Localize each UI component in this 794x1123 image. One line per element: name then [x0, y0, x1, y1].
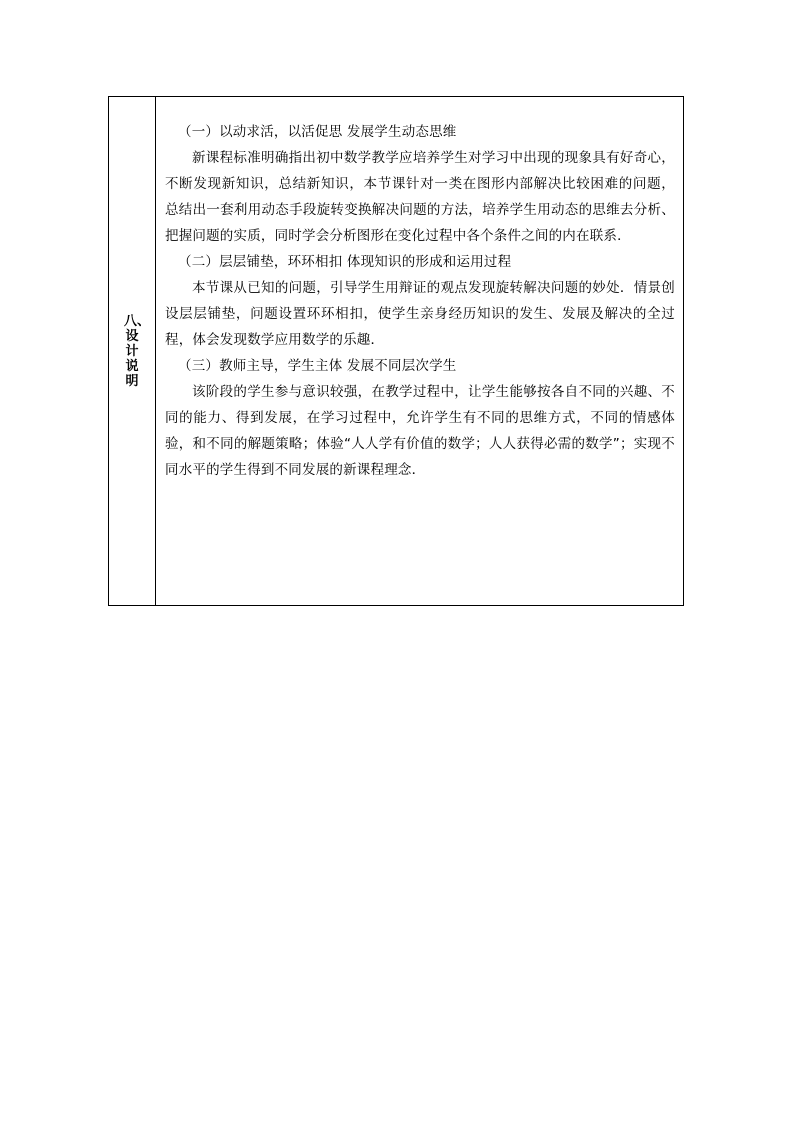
paragraph-1: 新课程标准明确指出初中数学教学应培养学生对学习中出现的现象具有好奇心，不断发现新知识，总结新知识，本节课针对一类在图形内部解决比较困难的问题， 总结出一套利用动态手段旋转变换解决问题的方法，培养学生用动态的思维去分析、把握问题的实质，同时学会分析图形在变化过程中各个条件之间的内在联系． — [165, 150, 675, 244]
section-label: 八、设计说明 — [124, 313, 151, 389]
heading-2: （二）层层铺垫，环环相扣 体现知识的形成和运用过程 — [178, 254, 512, 270]
heading-3: （三）教师主导，学生主体 发展不同层次学生 — [178, 358, 457, 374]
section-label-cell — [109, 97, 156, 605]
section-content-cell — [156, 97, 683, 605]
design-description-table — [108, 96, 684, 606]
paragraph-2: 本节课从已知的问题，引导学生用辩证的观点发现旋转解决问题的妙处．情景创设层层铺垫，问题设置环环相扣，使学生亲身经历知识的发生、发展及解决的全过程，体会发现数学应用数学的乐趣． — [165, 280, 675, 348]
heading-1: （一）以动求活，以活促思 发展学生动态思维 — [178, 124, 457, 140]
paragraph-3: 该阶段的学生参与意识较强，在教学过程中，让学生能够按各自不同的兴趣、不同的能力、得到发展，在学习过程中，允许学生有不同的思维方式，不同的情感体验，和不同的解题策略；体验“人人学有价值的数学；人人获得必需的数学”；实现不同水平的学生得到不同发展的新课程理念． — [165, 384, 675, 478]
